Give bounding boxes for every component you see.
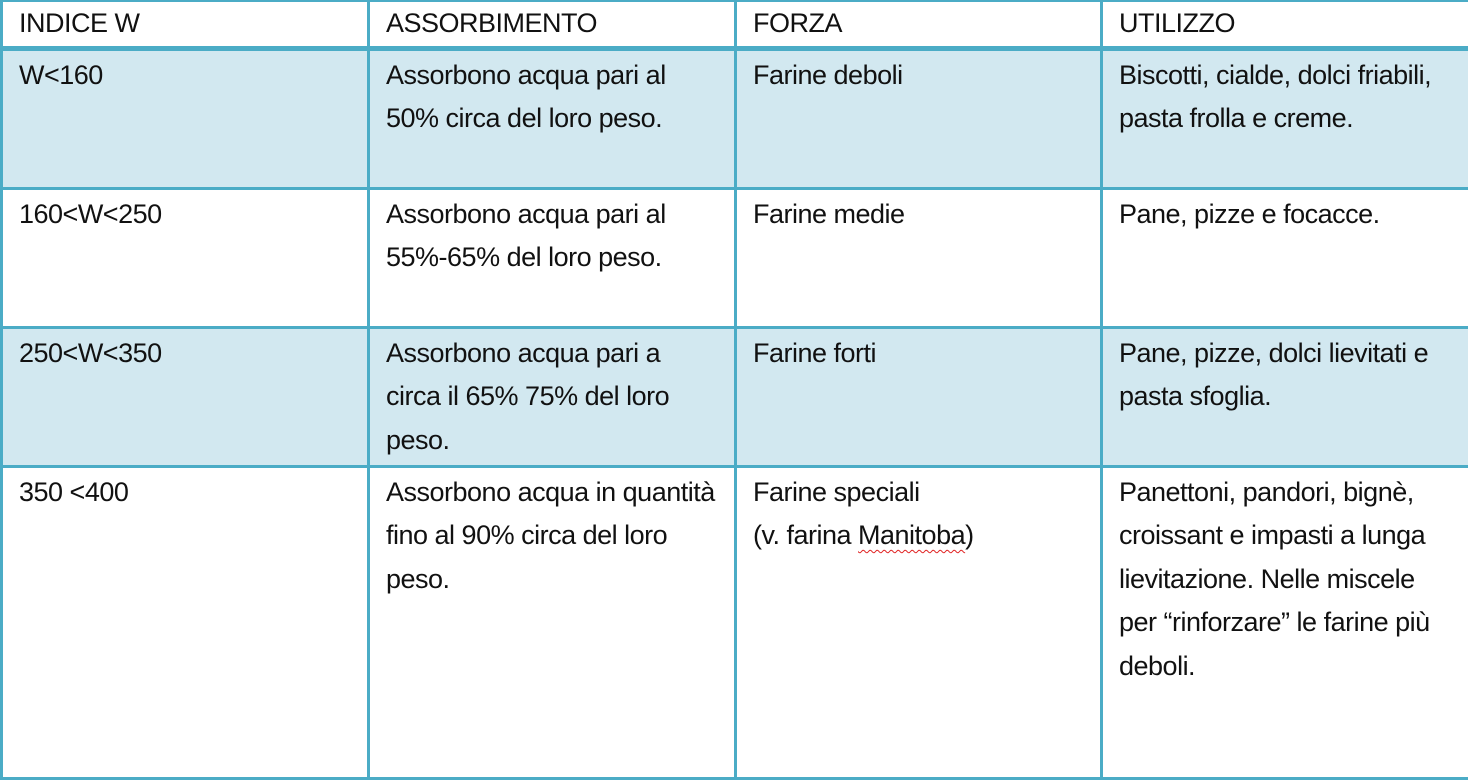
cell-utilizzo: Pane, pizze, dolci lievitati e pasta sfoglia. [1102,327,1468,466]
table-row [2,466,1468,778]
header-row [2,1,1468,48]
cell-assorbimento: Assorbono acqua in quantità fino al 90% circa del loro peso. [369,466,736,778]
spellcheck-flagged-word[interactable]: Manitoba [858,520,965,550]
cell-utilizzo: Pane, pizze e focacce. [1102,188,1468,327]
table-row [2,327,1468,466]
cell-indice: 250<W<350 [2,327,369,466]
cell-forza [736,466,1102,778]
cell-forza: Farine medie [736,188,1102,327]
cell-assorbimento: Assorbono acqua pari al 50% circa del loro peso. [369,48,736,188]
forza-line2-suffix: ) [965,520,974,550]
header-indice-w: INDICE W [2,1,369,48]
header-forza: FORZA [736,1,1102,48]
table-row [2,48,1468,188]
header-utilizzo: UTILIZZO [1102,1,1468,48]
table-row [2,188,1468,327]
cell-indice: 160<W<250 [2,188,369,327]
header-assorbimento: ASSORBIMENTO [369,1,736,48]
cell-indice: 350 <400 [2,466,369,778]
cell-forza: Farine forti [736,327,1102,466]
cell-assorbimento: Assorbono acqua pari a circa il 65% 75% del loro peso. [369,327,736,466]
forza-line2-prefix: (v. farina [753,520,858,550]
forza-line1: Farine speciali [753,477,920,507]
cell-forza: Farine deboli [736,48,1102,188]
cell-assorbimento: Assorbono acqua pari al 55%-65% del loro peso. [369,188,736,327]
cell-utilizzo: Biscotti, cialde, dolci friabili, pasta frolla e creme. [1102,48,1468,188]
cell-utilizzo: Panettoni, pandori, bignè, croissant e impasti a lunga lievitazione. Nelle miscele per “rinforzare” le farine più deboli. [1102,466,1468,778]
cell-indice: W<160 [2,48,369,188]
